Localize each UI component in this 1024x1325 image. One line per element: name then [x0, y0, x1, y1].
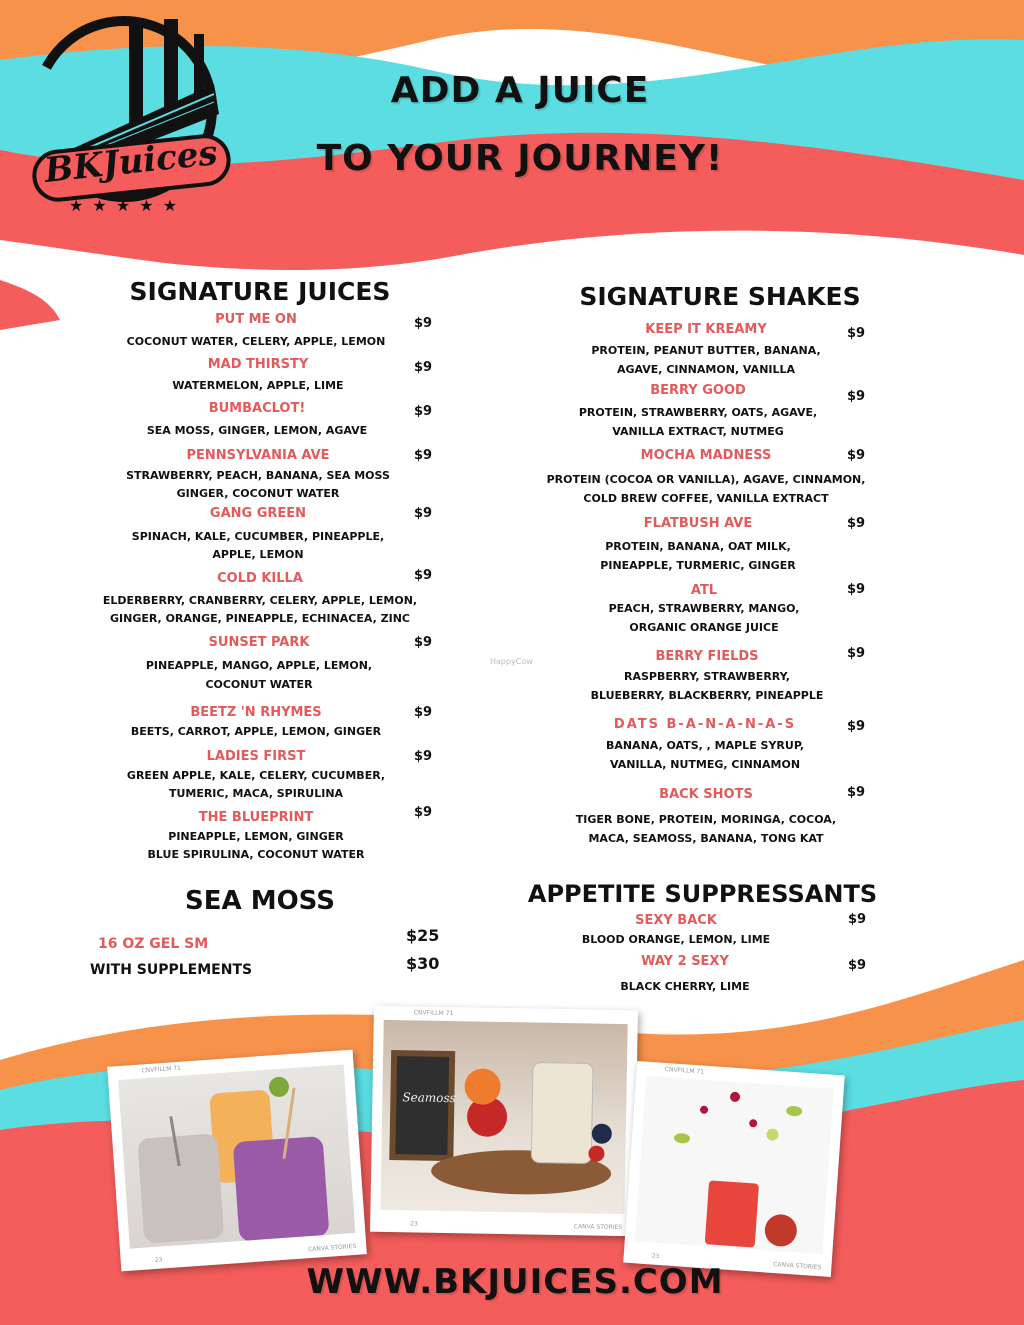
seamoss-jar-image	[380, 1020, 627, 1214]
headline-line-1: ADD A JUICE	[390, 70, 650, 111]
item-name: SEXY BACK	[635, 913, 717, 928]
item-description: BLUEBERRY, BLACKBERRY, PINEAPPLE	[590, 689, 824, 702]
item-description: VANILLA EXTRACT, NUTMEG	[612, 425, 784, 438]
item-name: THE BLUEPRINT	[198, 810, 314, 825]
item-name: BUMBACLOT!	[208, 401, 306, 416]
item-price: $9	[847, 719, 866, 734]
item-price: $9	[414, 404, 433, 419]
item-price: $9	[414, 568, 433, 583]
item-description: BLUE SPIRULINA, COCONUT WATER	[147, 848, 365, 861]
seamoss-price-2: $30	[406, 954, 440, 973]
item-name: BACK SHOTS	[659, 787, 753, 802]
item-price: $9	[847, 448, 866, 463]
item-description: PROTEIN, STRAWBERRY, OATS, AGAVE,	[578, 406, 818, 419]
photo-page-num-2: 23	[410, 1220, 418, 1228]
item-description: BLACK CHERRY, LIME	[620, 980, 750, 993]
signature-juices-title: SIGNATURE JUICES	[129, 277, 391, 306]
item-name: KEEP IT KREAMY	[645, 322, 767, 337]
item-name: BERRY FIELDS	[655, 649, 759, 664]
item-name: PUT ME ON	[215, 312, 297, 327]
item-description: ORGANIC ORANGE JUICE	[629, 621, 779, 634]
seamoss-price-1: $25	[406, 926, 440, 945]
photo-caption-bottom-2: CANVA STORIES	[573, 1223, 623, 1232]
item-price: $9	[847, 516, 866, 531]
item-description: SPINACH, KALE, CUCUMBER, PINEAPPLE,	[131, 530, 385, 543]
seamoss-item-2: WITH SUPPLEMENTS	[90, 962, 253, 978]
item-description: ELDERBERRY, CRANBERRY, CELERY, APPLE, LEMON,	[102, 594, 418, 607]
item-price: $9	[848, 958, 867, 973]
photo-juice-splash	[623, 1061, 845, 1277]
item-price: $9	[414, 635, 433, 650]
item-description: PEACH, STRAWBERRY, MANGO,	[608, 602, 800, 615]
item-price: $9	[414, 448, 433, 463]
logo	[14, 14, 234, 224]
item-price: $9	[414, 360, 433, 375]
item-price: $9	[847, 646, 866, 661]
item-description: MACA, SEAMOSS, BANANA, TONG KAT	[588, 832, 824, 845]
seamoss-item-1: 16 OZ GEL SM	[98, 936, 209, 952]
item-description: GINGER, COCONUT WATER	[176, 487, 340, 500]
item-name: FLATBUSH AVE	[643, 516, 753, 531]
chalkboard-text: Seamoss	[402, 1090, 456, 1106]
item-name: LADIES FIRST	[206, 749, 306, 764]
bridge-logo-icon	[14, 14, 234, 224]
item-description: COLD BREW COFFEE, VANILLA EXTRACT	[583, 492, 829, 505]
item-name: PENNSYLVANIA AVE	[186, 448, 330, 463]
website-link[interactable]: WWW.BKJUICES.COM	[306, 1262, 724, 1302]
item-description: TIGER BONE, PROTEIN, MORINGA, COCOA,	[575, 813, 837, 826]
item-description: PROTEIN (COCOA OR VANILLA), AGAVE, CINNAMON,	[546, 473, 866, 486]
item-name: BERRY GOOD	[650, 383, 746, 398]
photo-caption-top: CNVFILLM 71	[141, 1064, 182, 1075]
sea-moss-title: SEA MOSS	[185, 886, 335, 916]
item-description: GREEN APPLE, KALE, CELERY, CUCUMBER,	[126, 769, 386, 782]
appetite-suppressants-title: APPETITE SUPPRESSANTS	[527, 880, 878, 908]
item-description: BANANA, OATS, , MAPLE SYRUP,	[605, 739, 805, 752]
item-description: APPLE, LEMON	[212, 548, 304, 561]
item-price: $9	[847, 389, 866, 404]
happycow-watermark: HappyCow	[490, 657, 533, 666]
item-price: $9	[414, 705, 433, 720]
item-price: $9	[847, 326, 866, 341]
item-description: VANILLA, NUTMEG, CINNAMON	[609, 758, 801, 771]
item-description: BEETS, CARROT, APPLE, LEMON, GINGER	[130, 725, 382, 738]
item-description: BLOOD ORANGE, LEMON, LIME	[581, 933, 771, 946]
item-description: PINEAPPLE, TURMERIC, GINGER	[600, 559, 796, 572]
signature-shakes-title: SIGNATURE SHAKES	[579, 282, 861, 311]
item-description: WATERMELON, APPLE, LIME	[172, 379, 344, 392]
item-name: COLD KILLA	[217, 571, 303, 586]
item-price: $9	[414, 749, 433, 764]
item-description: COCONUT WATER, CELERY, APPLE, LEMON	[126, 335, 386, 348]
item-price: $9	[848, 912, 867, 927]
photo-caption-top-2: CNVFILLM 71	[413, 1009, 454, 1018]
item-price: $9	[847, 785, 866, 800]
item-price: $9	[414, 805, 433, 820]
item-description: AGAVE, CINNAMON, VANILLA	[616, 363, 796, 376]
item-description: GINGER, ORANGE, PINEAPPLE, ECHINACEA, ZINC	[110, 612, 410, 625]
photo-caption-bottom-3: CANVA STORIES	[772, 1260, 822, 1272]
item-price: $9	[414, 316, 433, 331]
item-name: BEETZ 'N RHYMES	[190, 705, 322, 720]
item-name: MOCHA MADNESS	[640, 448, 772, 463]
headline-line-2: TO YOUR JOURNEY!	[316, 138, 724, 179]
item-price: $9	[847, 582, 866, 597]
item-description: SEA MOSS, GINGER, LEMON, AGAVE	[146, 424, 368, 437]
photo-caption-bottom: CANVA STORIES	[307, 1242, 357, 1254]
item-name: ATL	[690, 583, 718, 598]
item-description: PINEAPPLE, MANGO, APPLE, LEMON,	[145, 659, 373, 672]
item-price: $9	[414, 506, 433, 521]
item-description: PROTEIN, BANANA, OAT MILK,	[605, 540, 791, 553]
photo-page-num: 23	[154, 1256, 163, 1264]
logo-text: BKJuices	[42, 133, 220, 191]
item-description: RASPBERRY, STRAWBERRY,	[624, 670, 790, 683]
item-description: COCONUT WATER	[205, 678, 313, 691]
smoothie-jars-image	[118, 1064, 355, 1248]
photo-smoothies	[107, 1050, 367, 1272]
photo-caption-top-3: CNVFILLM 71	[664, 1065, 705, 1076]
logo-stars: ★ ★ ★ ★ ★	[68, 196, 180, 215]
item-name: DATS B-A-N-A-N-A-S	[613, 717, 797, 732]
item-description: STRAWBERRY, PEACH, BANANA, SEA MOSS	[126, 469, 390, 482]
item-description: PINEAPPLE, LEMON, GINGER	[168, 830, 344, 843]
item-description: TUMERIC, MACA, SPIRULINA	[168, 787, 344, 800]
item-name: WAY 2 SEXY	[641, 954, 729, 969]
item-name: SUNSET PARK	[208, 635, 310, 650]
item-name: GANG GREEN	[209, 506, 307, 521]
item-name: MAD THIRSTY	[207, 357, 309, 372]
photo-seamoss-jar	[370, 1006, 638, 1237]
photo-page-num-3: 23	[651, 1252, 660, 1260]
juice-splash-image	[635, 1076, 834, 1255]
item-description: PROTEIN, PEANUT BUTTER, BANANA,	[591, 344, 821, 357]
